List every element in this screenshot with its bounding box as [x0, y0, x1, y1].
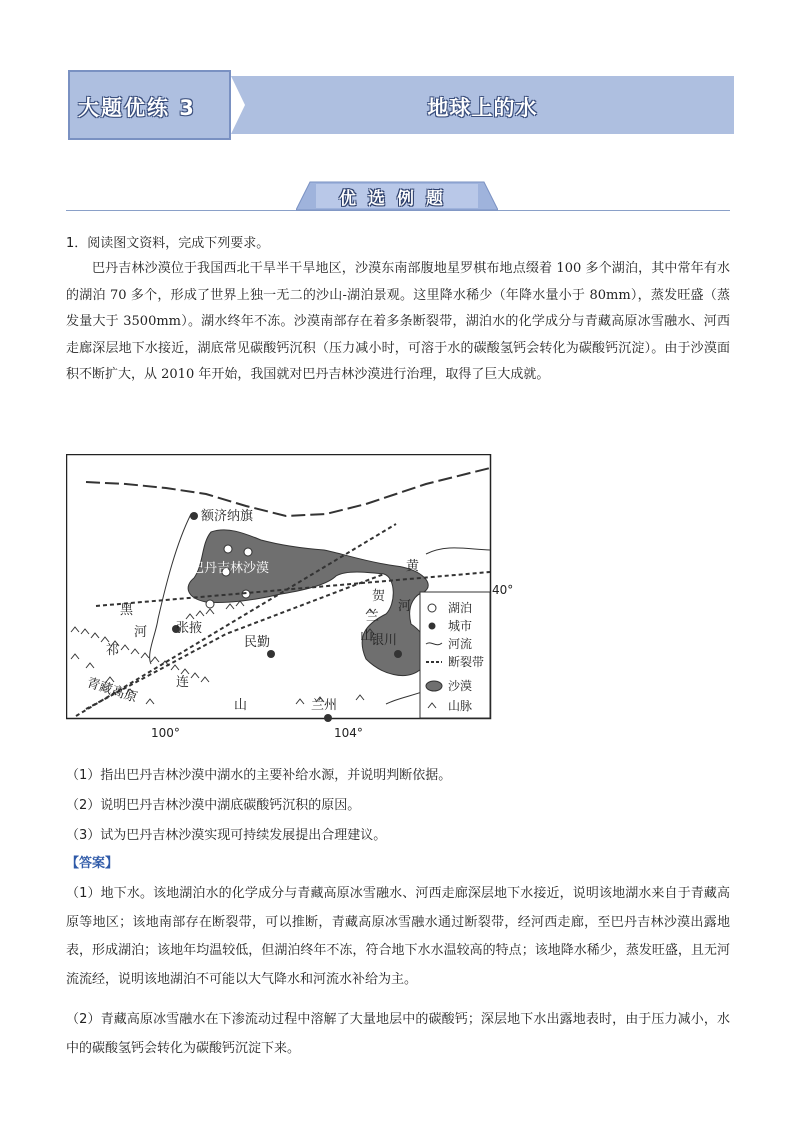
sub-question-3: （3）试为巴丹吉林沙漠实现可持续发展提出合理建议。 — [66, 828, 387, 843]
answer-1: （1）地下水。该地湖泊水的化学成分与青藏高原冰雪融水、河西走廊深层地下水接近，说明该地湖水来自于青藏高原等地区；该地南部存在断裂带，可以推断，青藏高原冰雪融水通过断裂带，经河西走廊，至巴丹吉林沙漠出露地表，形成湖泊；该地年均温较低，但湖泊终年不冻，符合地下水水温较高的特点；该地降水稀少，蒸发旺盛，且无河流流经，说明该地湖泊不可能以大气降水和河流水补给为主。 — [66, 886, 730, 987]
city-icon — [394, 650, 402, 658]
legend-lake: 湖泊 — [448, 601, 473, 615]
legend-fault: 断裂带 — [448, 655, 485, 669]
label-hei: 黑 — [120, 603, 134, 618]
label-huang: 黄 — [406, 559, 420, 574]
label-helan-2: 兰 — [366, 609, 380, 624]
lake-icon — [224, 545, 232, 553]
legend-desert-icon — [426, 681, 442, 691]
label-yinchuan: 银川 — [371, 633, 398, 648]
question-title: 1．阅读图文资料，完成下列要求。 — [66, 236, 270, 251]
map-svg — [66, 454, 516, 744]
label-helan-1: 贺 — [372, 589, 386, 604]
legend-river: 河流 — [448, 637, 473, 651]
legend-desert: 沙漠 — [448, 679, 473, 693]
question-passage: 巴丹吉林沙漠位于我国西北干旱半干旱地区，沙漠东南部腹地星罗棋布地点缀着 100 多个湖泊，其中常年有水的湖泊 70 多个，形成了世界上独一无二的沙山-湖泊景观。这里降水稀少（年降水量小于 80mm），蒸发旺盛（蒸发量大于 3500mm）。湖水终年不冻。沙漠南部存在着多条断裂带，湖泊水的化学成分与青藏高原冰雪融水、河西走廊深层地下水接近，湖底常见碳酸钙沉积（压力减小时，可溶于水的碳酸氢钙会转化为碳酸钙沉淀）。由于沙漠面积不断扩大，从 2010 年开始，我国就对巴丹吉林沙漠进行治理，取得了巨大成就。 — [66, 261, 730, 382]
section-badge-label: 优选例题 — [339, 189, 455, 209]
legend-lake-icon — [428, 604, 436, 612]
city-icon — [324, 714, 332, 722]
banner-notch — [231, 76, 245, 134]
answer-2: （2）青藏高原冰雪融水在下渗流动过程中溶解了大量地层中的碳酸钙；深层地下水出露地表时，由于压力减小，水中的碳酸氢钙会转化为碳酸钙沉淀下来。 — [66, 1012, 730, 1056]
banner-label: 大题优练 3 — [78, 96, 196, 120]
lake-icon — [244, 548, 252, 556]
banner-label-box — [68, 70, 231, 140]
label-minqin: 民勤 — [244, 635, 271, 650]
legend-mountain: 山脉 — [448, 699, 473, 713]
label-shan: 山 — [234, 698, 248, 713]
map-figure — [66, 454, 516, 744]
label-lon100: 100° — [151, 726, 180, 740]
label-qi: 祁 — [106, 643, 120, 658]
header-banner — [68, 70, 734, 140]
sub-question-1: （1）指出巴丹吉林沙漠中湖水的主要补给水源，并说明判断依据。 — [66, 768, 452, 783]
section-badge — [296, 178, 498, 212]
label-lian: 连 — [176, 675, 190, 690]
label-zhangye: 张掖 — [176, 621, 203, 636]
legend-city-icon — [429, 623, 436, 630]
map-legend — [420, 592, 490, 718]
label-ejina: 额济纳旗 — [201, 509, 254, 524]
label-lat40: 40° — [492, 583, 514, 597]
label-helan-3: 山 — [360, 629, 374, 644]
label-lanzhou: 兰州 — [311, 698, 338, 713]
lake-icon — [206, 600, 214, 608]
city-icon — [190, 512, 198, 520]
label-lon104: 104° — [334, 726, 363, 740]
label-hei-he: 河 — [134, 625, 148, 640]
banner-title-box — [231, 76, 734, 134]
label-qingzang: 青藏高原 — [84, 675, 139, 706]
city-icon — [267, 650, 275, 658]
label-badain: 巴丹吉林沙漠 — [191, 561, 270, 576]
page-title: 地球上的水 — [427, 96, 538, 120]
legend-city: 城市 — [448, 619, 473, 633]
sub-question-2: （2）说明巴丹吉林沙漠中湖底碳酸钙沉积的原因。 — [66, 798, 361, 813]
label-huang-he: 河 — [398, 599, 412, 614]
answer-tag: 【答案】 — [66, 856, 119, 871]
